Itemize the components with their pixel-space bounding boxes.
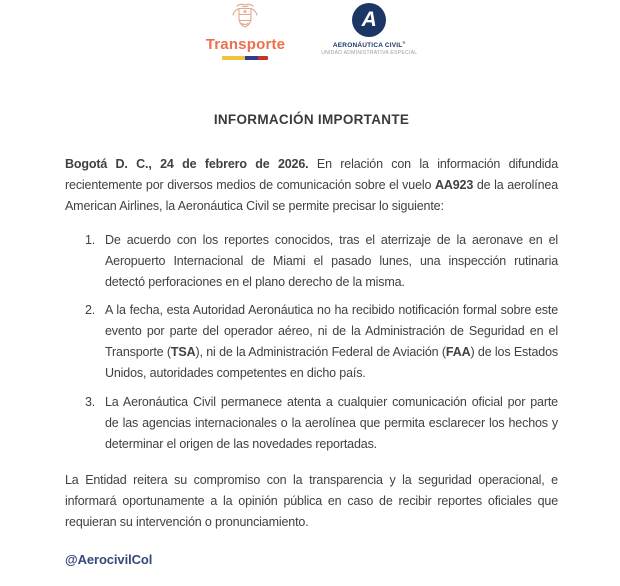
intro-text-1: En relación con la información difundida recientemente por diversos medios de comunicación sobre el vuelo [65, 157, 558, 192]
closing-text: La Entidad reitera su compromiso con la transparencia y la seguridad operacional, e informará oportunamente a la opinión pública en caso de recibir reportes oficiales que requieran su intervención o pronunciamiento. [65, 472, 558, 529]
document-title: INFORMACIÓN IMPORTANTE [213, 112, 410, 127]
numbered-list [65, 230, 558, 455]
list-item-3-text [105, 392, 558, 455]
list-item-2-segment-1: A la fecha, esta Autoridad Aeronáutica no ha recibido notificación formal sobre este evento por parte del operador aéreo, ni de la Administración de Seguridad en el Transporte ( [105, 302, 558, 359]
aerocivil-subtitle: UNIDAD ADMINISTRATIVA ESPECIAL [321, 50, 418, 57]
header-logos [65, 2, 558, 57]
list-item-3-number: 3. [85, 394, 96, 409]
list-item-1-number: 1. [85, 232, 96, 247]
colombia-flag-bar [222, 56, 268, 60]
list-item-2-segment-3: ) de los Estados Unidos, autoridades competentes en dicho país. [105, 344, 558, 380]
tsa-abbreviation: TSA [170, 344, 196, 359]
list-item-2 [65, 300, 558, 384]
list-item-2-segment-2: ), ni de la Administración Federal de Aviación ( [195, 344, 446, 359]
intro-paragraph [65, 154, 558, 217]
closing-paragraph [65, 470, 558, 533]
intro-text-2: de la aerolínea American Airlines, la Aeronáutica Civil se permite precisar lo siguiente: [65, 178, 558, 213]
dateline: Bogotá D. C., 24 de febrero de 2026. [65, 157, 309, 171]
list-item-2-text [105, 300, 558, 384]
colombia-coat-of-arms-icon [230, 2, 260, 35]
list-item-3 [65, 392, 558, 455]
aerocivil-name [333, 40, 406, 49]
ministry-transport-logo [206, 2, 286, 60]
faa-abbreviation: FAA [445, 344, 471, 359]
aerocivil-logo [321, 2, 417, 56]
list-item-1-text [105, 230, 558, 293]
transporte-label: Transporte [205, 36, 286, 53]
list-item-3-segment: La Aeronáutica Civil permanece atenta a cualquier comunicación oficial por parte de las agencias internacionales o la aerolínea que permita esclarecer los hechos y determinar el origen de las novedades reportadas. [105, 394, 558, 451]
list-item-1 [65, 230, 558, 293]
registered-mark: ® [402, 40, 406, 45]
aerocivil-name-text: AERONÁUTICA CIVIL [332, 42, 403, 50]
social-handle: @AerocivilCol [65, 551, 153, 567]
aerocivil-monogram-icon: A [352, 3, 386, 37]
list-item-2-number: 2. [85, 302, 96, 317]
flag-yellow-segment [222, 56, 245, 60]
flight-number: AA923 [435, 178, 474, 192]
list-item-1-segment: De acuerdo con los reportes conocidos, tras el aterrizaje de la aeronave en el Aeropuerto Internacional de Miami el pasado lunes, una inspección rutinaria detectó perforaciones en el plano derecho de la misma. [105, 232, 558, 289]
flag-red-segment [258, 56, 269, 60]
flag-blue-segment [245, 56, 257, 60]
